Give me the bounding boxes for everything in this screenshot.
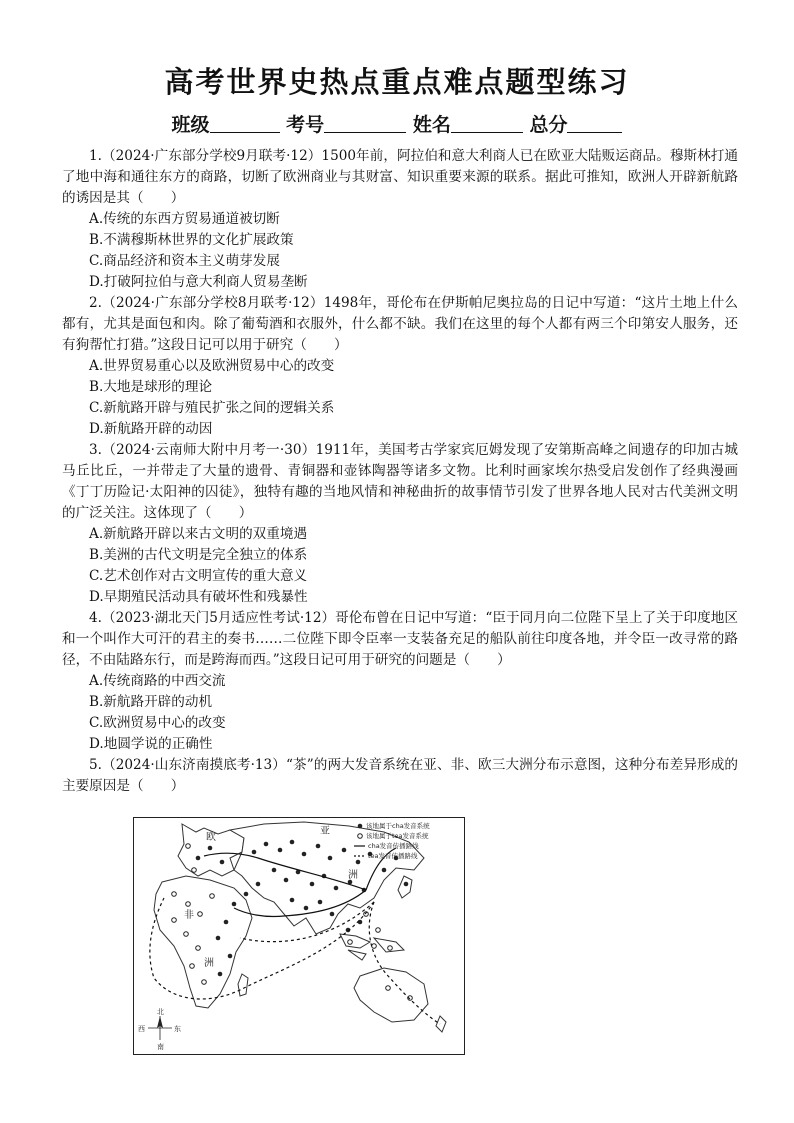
cha-dot: [264, 842, 269, 847]
class-label: 班级: [171, 114, 210, 136]
student-info-line: [0, 110, 794, 137]
legend-tea-dot-label: 该地属于tea发音系统: [366, 832, 429, 840]
tea-dot: [172, 918, 177, 923]
region-label-asia-zhou: 洲: [348, 870, 358, 881]
option-a: A.世界贸易重心以及欧洲贸易中心的改变: [89, 358, 335, 374]
cha-dot: [256, 882, 261, 887]
option-b: B.新航路开辟的动机: [89, 694, 213, 710]
question-stem: 2.（2024·广东部分学校8月联考·12）1498年，哥伦布在伊斯帕尼奥拉岛的日记中写道：“这片土地上什么都有，尤其是面包和肉。除了葡萄酒和衣服外，什么都不缺。我们在这里的每个人都有两三个印第安人服务，还有狗帮忙打猎。”这段日记可以用于研究（ ）: [62, 295, 738, 353]
score-blank: [567, 114, 622, 133]
africa-landmass: [154, 876, 252, 1008]
option-c: C.艺术创作对古文明宣传的重大意义: [89, 568, 308, 584]
cha-dot: [316, 844, 321, 849]
exam-no-label: 考号: [286, 114, 325, 136]
option-d: D.打破阿拉伯与意大利商人贸易垄断: [89, 274, 308, 290]
australia-landmass: [354, 968, 428, 1022]
cha-dot: [382, 868, 387, 873]
region-label-europe: 欧: [206, 832, 216, 843]
tea-dot: [348, 940, 353, 945]
legend-tea-dot: [358, 834, 363, 839]
question-2: [62, 293, 738, 440]
cha-dot: [232, 902, 237, 907]
cha-dot: [404, 882, 409, 887]
compass-west: 西: [138, 1025, 145, 1033]
option-d: D.新航路开辟的动因: [89, 421, 213, 437]
score-label: 总分: [529, 114, 568, 136]
tea-dot: [210, 894, 215, 899]
cha-dot: [334, 886, 339, 891]
tea-dot: [388, 946, 393, 951]
question-3: [62, 440, 738, 608]
option-b: B.美洲的古代文明是完全独立的体系: [89, 547, 308, 563]
tea-dot: [372, 944, 377, 949]
tea-dot: [386, 986, 391, 991]
tea-dot: [190, 964, 195, 969]
cha-dot: [318, 900, 323, 905]
question-list: [62, 146, 738, 797]
cha-dot: [302, 852, 307, 857]
tea-dot: [172, 892, 177, 897]
compass-north: 北: [157, 1008, 164, 1016]
tea-dot: [196, 946, 201, 951]
tea-dot: [184, 932, 189, 937]
cha-dot: [224, 920, 229, 925]
tea-dot: [376, 928, 381, 933]
question-stem: 3.（2024·云南师大附中月考一·30）1911年，美国考古学家宾厄姆发现了安第斯高峰之间遗存的印加古城马丘比丘，一并带走了大量的遗骨、青铜器和壶钵陶器等诸多文物。比利时画家埃尔热受启发创作了经典漫画《丁丁历险记·太阳神的囚徒》，独特有趣的当地风情和神秘曲折的故事情节引发了世界各地人民对古代美洲文明的广泛关注。这体现了（ ）: [62, 442, 738, 521]
cha-dot: [342, 848, 347, 853]
cha-dot: [220, 860, 225, 865]
page-title: 高考世界史热点重点难点题型练习: [164, 65, 630, 99]
question-4: [62, 608, 738, 755]
new-zealand-landmass: [436, 1016, 446, 1032]
option-c: C.新航路开辟与殖民扩张之间的逻辑关系: [89, 400, 335, 416]
tea-dot: [202, 980, 207, 985]
legend-cha-dot: [358, 824, 363, 829]
cha-dot: [272, 868, 277, 873]
region-label-africa: 非: [184, 910, 194, 921]
option-d: D.早期殖民活动具有破坏性和残暴性: [89, 589, 308, 605]
tea-dot: [198, 912, 203, 917]
cha-dot: [216, 936, 221, 941]
exam-no-blank: [324, 114, 406, 133]
cha-dot: [252, 850, 257, 855]
name-blank: [451, 114, 523, 133]
madagascar-landmass: [238, 974, 248, 996]
cha-dot: [304, 906, 309, 911]
cha-dot: [330, 912, 335, 917]
question-5: [62, 755, 738, 797]
option-c: C.欧洲贸易中心的改变: [89, 715, 226, 731]
japan-landmass: [398, 876, 412, 898]
option-a: A.传统的东西方贸易通道被切断: [89, 211, 280, 227]
cha-dot: [278, 848, 283, 853]
legend-cha-route-label: cha发音传播路线: [368, 842, 419, 850]
class-blank: [210, 114, 280, 133]
compass-rose: [138, 1007, 181, 1051]
question-stem: 5.（2024·山东济南摸底考·13）“茶”的两大发音系统在亚、非、欧三大洲分布示意图，这种分布差异形成的主要原因是（ ）: [62, 757, 738, 794]
cha-dot: [228, 954, 233, 959]
name-label: 姓名: [412, 114, 451, 136]
compass-south: 南: [157, 1043, 164, 1051]
cha-dot: [328, 856, 333, 861]
option-d: D.地圆学说的正确性: [89, 736, 213, 752]
tea-pronunciation-map: [133, 817, 465, 1055]
question-1: [62, 146, 738, 293]
cha-dot: [284, 878, 289, 883]
legend-cha-dot-label: 该地属于cha发音系统: [366, 822, 430, 830]
option-c: C.商品经济和资本主义萌芽发展: [89, 253, 280, 269]
cha-dot: [310, 882, 315, 887]
tea-dot: [186, 844, 191, 849]
question-stem: 4.（2023·湖北天门5月适应性考试·12）哥伦布曾在日记中写道：“臣于同月向二位陛下呈上了关于印度地区和一个叫作大可汗的君主的奏书……二位陛下即令臣率一支装备充足的船队前往印度各地，并令臣一改寻常的路径，不由陆路东行，而是跨海而西。”这段日记可用于研究的问题是（ ）: [62, 610, 738, 668]
question-stem: 1.（2024·广东部分学校9月联考·12）1500年前，阿拉伯和意大利商人已在欧亚大陆贩运商品。穆斯林打通了地中海和通往东方的商路，切断了欧洲商业与其财富、知识重要来源的联系。据此可推知，欧洲人开辟新航路的诱因是其（ ）: [62, 148, 738, 206]
tea-dot: [192, 868, 197, 873]
cha-dot: [196, 856, 201, 861]
cha-dot: [208, 846, 213, 851]
tea-dot: [186, 902, 191, 907]
region-label-asia: 亚: [320, 826, 330, 837]
legend-tea-route-label: tea发音传播路线: [368, 852, 418, 860]
option-b: B.不满穆斯林世界的文化扩展政策: [89, 232, 294, 248]
cha-dot: [356, 860, 361, 865]
cha-dot: [218, 972, 223, 977]
compass-east: 东: [174, 1025, 181, 1033]
option-b: B.大地是球形的理论: [89, 379, 213, 395]
region-label-africa-zhou: 洲: [204, 958, 214, 969]
cha-dot: [290, 840, 295, 845]
cha-dot: [244, 892, 249, 897]
option-a: A.新航路开辟以来古文明的双重境遇: [89, 526, 308, 542]
cha-dot: [290, 898, 295, 903]
option-a: A.传统商路的中西交流: [89, 673, 226, 689]
